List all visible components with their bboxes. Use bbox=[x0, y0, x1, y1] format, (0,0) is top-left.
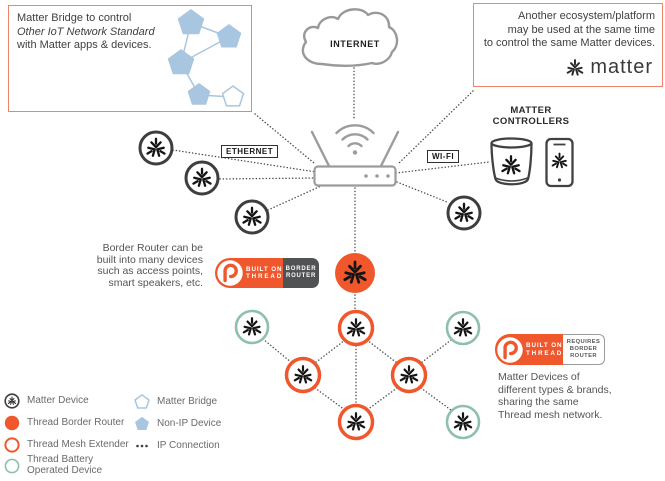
callout-line: may be used at the same time bbox=[507, 23, 655, 36]
node-thread-battery-device bbox=[447, 406, 479, 438]
callout-line: Matter Bridge to control bbox=[17, 12, 132, 24]
wifi-router-icon bbox=[312, 125, 398, 185]
badge-text: ROUTER bbox=[285, 273, 317, 279]
ip-connection-line bbox=[268, 186, 321, 210]
ip-connection-line bbox=[315, 388, 345, 410]
node-thread-mesh-extender bbox=[393, 359, 426, 392]
internet-cloud-icon bbox=[303, 9, 397, 65]
legend-label: Matter Bridge bbox=[157, 395, 218, 407]
ip-connection-line bbox=[220, 178, 316, 179]
note-line: such as access points, bbox=[97, 265, 203, 277]
legend-label: Non-IP Device bbox=[157, 417, 222, 429]
legend-label-line: Thread Battery bbox=[27, 454, 94, 465]
non-ip-device-icon bbox=[134, 416, 150, 432]
thread-battery-device-icon bbox=[4, 458, 20, 474]
note-line: built into many devices bbox=[96, 253, 203, 266]
matter-bridge-icon bbox=[134, 394, 150, 410]
matter-device-icon bbox=[4, 393, 20, 409]
node-thread-battery-device bbox=[447, 312, 479, 344]
legend-label: Thread Border Router bbox=[27, 416, 125, 428]
built-on-thread-section bbox=[215, 258, 283, 288]
badge-text: BORDER bbox=[569, 346, 598, 352]
ip-connection-lines bbox=[173, 68, 489, 410]
legend-label bbox=[27, 455, 102, 476]
badge-text: REQUIRES bbox=[566, 339, 601, 345]
mesh-network-note bbox=[498, 371, 648, 421]
matter-wordmark-text: matter bbox=[590, 55, 653, 78]
legend-item-thread-battery-device bbox=[4, 455, 102, 476]
node-thread-battery-device bbox=[236, 311, 268, 343]
non-ip-device-icon bbox=[168, 49, 195, 74]
node-matter-device bbox=[140, 132, 172, 164]
badge-text: THREAD bbox=[526, 349, 564, 357]
badge-text: BUILT ON bbox=[246, 265, 283, 273]
matter-bridge-icon bbox=[223, 86, 244, 106]
legend-item-matter-device bbox=[4, 393, 89, 409]
ip-connection-line bbox=[397, 182, 447, 202]
badge-text: BORDER bbox=[285, 265, 317, 272]
non-ip-device-icon bbox=[217, 24, 242, 48]
ip-connection-line bbox=[396, 162, 489, 173]
non-ip-device-icon bbox=[178, 9, 205, 34]
thread-logo-icon bbox=[497, 337, 523, 363]
badge-text: ROUTER bbox=[570, 353, 597, 359]
legend-item-thread-border-router bbox=[4, 415, 124, 431]
node-matter-device bbox=[448, 197, 480, 229]
thread-mesh-extender-icon bbox=[4, 437, 20, 453]
non-ip-device-icon bbox=[188, 83, 211, 105]
note-line: Matter Devices of bbox=[498, 371, 580, 383]
note-line: smart speakers, etc. bbox=[108, 276, 203, 289]
callout-line: Another ecosystem/platform bbox=[518, 10, 655, 22]
node-thread-mesh-extender bbox=[340, 406, 373, 439]
legend-label: Thread Mesh Extender bbox=[27, 438, 129, 450]
legend-item-non-ip-device bbox=[134, 416, 221, 432]
callout-line: with Matter apps & devices. bbox=[17, 39, 152, 51]
node-thread-border-router bbox=[335, 253, 375, 293]
matter-controllers-caption bbox=[486, 106, 576, 127]
ip-connection-line bbox=[421, 340, 451, 363]
border-router-tag bbox=[283, 258, 319, 288]
internet-label: INTERNET bbox=[330, 39, 380, 49]
ethernet-label: ETHERNET bbox=[221, 145, 278, 158]
badge-text: BUILT ON bbox=[526, 342, 563, 349]
callout-line: Other IoT Network Standard bbox=[17, 25, 155, 38]
note-line: Thread mesh network. bbox=[498, 408, 603, 421]
note-line: Border Router can be bbox=[102, 242, 203, 254]
note-line: sharing the same bbox=[498, 396, 579, 408]
callout-line: to control the same Matter devices. bbox=[483, 37, 655, 49]
legend-item-thread-mesh-extender bbox=[4, 437, 129, 453]
ip-connection-line bbox=[315, 340, 345, 363]
ip-connection-line bbox=[367, 340, 397, 363]
thread-logo-icon bbox=[217, 260, 243, 286]
legend-item-ip-connection bbox=[134, 438, 220, 454]
built-on-thread-requires-border-router-badge bbox=[495, 334, 605, 365]
ip-connection-line bbox=[263, 339, 292, 363]
smart-speaker-icon bbox=[492, 139, 532, 185]
non-ip-network-cluster bbox=[168, 9, 244, 106]
node-matter-device bbox=[186, 162, 218, 194]
caption-line: MATTER bbox=[510, 105, 552, 116]
legend-item-matter-bridge bbox=[134, 394, 217, 410]
badge-text: THREAD bbox=[246, 273, 284, 280]
node-thread-mesh-extender bbox=[340, 312, 373, 345]
node-matter-device bbox=[236, 201, 268, 233]
built-on-thread-border-router-badge bbox=[215, 258, 319, 288]
border-router-note bbox=[85, 243, 203, 289]
ecosystem-callout-text bbox=[480, 10, 655, 77]
legend-label: IP Connection bbox=[157, 439, 220, 451]
matter-wordmark bbox=[480, 55, 655, 78]
matter-bridge-callout-text bbox=[17, 12, 155, 53]
legend-label-line: Operated Device bbox=[27, 464, 103, 476]
ip-connection-line bbox=[421, 388, 451, 410]
legend-label: Matter Device bbox=[27, 394, 89, 406]
caption-line: CONTROLLERS bbox=[492, 115, 570, 127]
thread-border-router-icon bbox=[4, 415, 20, 431]
built-on-thread-section bbox=[495, 334, 563, 365]
ip-connection-icon bbox=[134, 438, 150, 454]
requires-border-router-tag bbox=[563, 334, 605, 365]
ip-connection-line bbox=[367, 388, 397, 410]
node-thread-mesh-extender bbox=[287, 359, 320, 392]
wifi-label: WI-FI bbox=[427, 150, 459, 163]
matter-logo-icon bbox=[566, 59, 584, 77]
note-line: different types & brands, bbox=[498, 383, 612, 396]
phone-icon bbox=[547, 139, 573, 186]
